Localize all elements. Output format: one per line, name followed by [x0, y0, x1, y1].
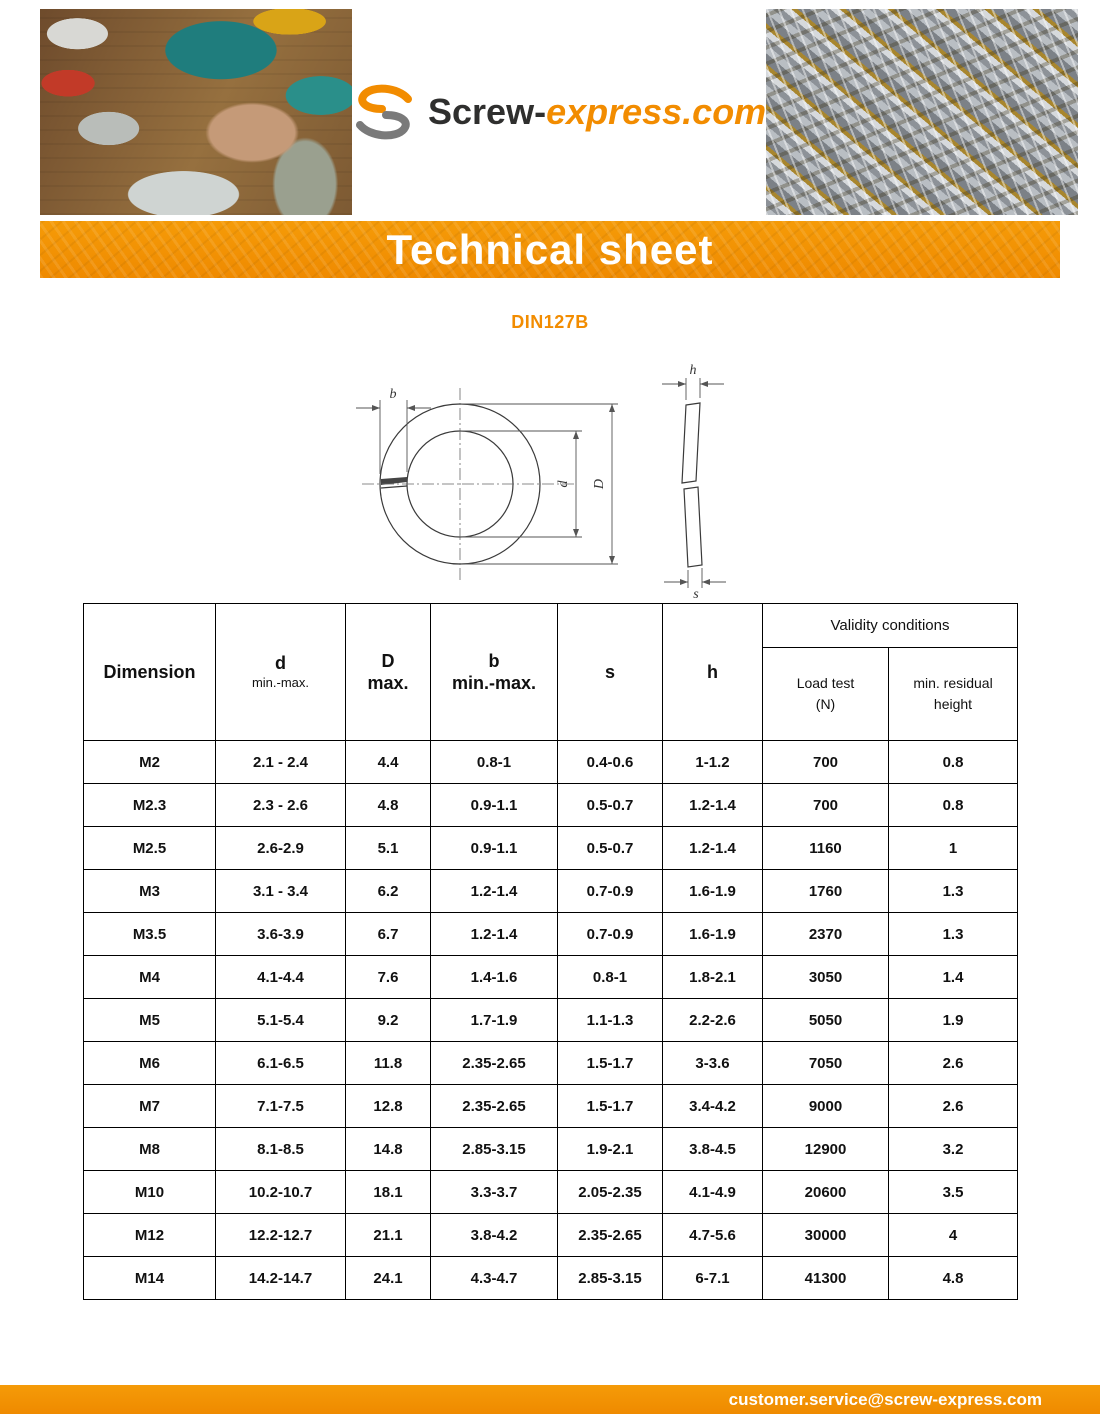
- banner-title: Technical sheet: [386, 225, 714, 273]
- side-view: [682, 403, 702, 567]
- spec-table: [83, 603, 1018, 1300]
- table-cell: 1.9-2.1: [558, 1128, 663, 1171]
- table-cell: 0.8: [889, 784, 1018, 827]
- table-cell: 20600: [763, 1171, 889, 1214]
- table-cell: M6: [84, 1042, 216, 1085]
- table-cell: M8: [84, 1128, 216, 1171]
- table-row: [84, 956, 1018, 999]
- table-cell: 3.1 - 3.4: [216, 870, 346, 913]
- table-cell: 0.8: [889, 741, 1018, 784]
- col-header-h: h: [663, 604, 763, 741]
- header: [40, 9, 1060, 215]
- table-cell: 9000: [763, 1085, 889, 1128]
- brand-name-part1: Screw-: [428, 91, 547, 132]
- dim-label-b: b: [389, 387, 397, 402]
- col-header-dimension: Dimension: [84, 604, 216, 741]
- table-cell: 1.5-1.7: [558, 1042, 663, 1085]
- table-cell: 1.3: [889, 870, 1018, 913]
- table-row: [84, 870, 1018, 913]
- table-cell: 1.9: [889, 999, 1018, 1042]
- table-cell: 3.4-4.2: [663, 1085, 763, 1128]
- table-cell: 2.35-2.65: [558, 1214, 663, 1257]
- table-cell: 21.1: [346, 1214, 431, 1257]
- table-cell: 30000: [763, 1214, 889, 1257]
- table-cell: M3: [84, 870, 216, 913]
- centerlines: [362, 388, 575, 582]
- footer-bar: [0, 1385, 1100, 1414]
- dim-h: [662, 378, 724, 400]
- footer-email: customer.service@screw-express.com: [728, 1389, 1042, 1409]
- table-cell: 3-3.6: [663, 1042, 763, 1085]
- table-cell: 1.3: [889, 913, 1018, 956]
- table-cell: 4.3-4.7: [431, 1257, 558, 1300]
- table-cell: 0.8-1: [558, 956, 663, 999]
- table-cell: 6.7: [346, 913, 431, 956]
- table-cell: 0.5-0.7: [558, 784, 663, 827]
- dim-label-s: s: [693, 587, 699, 600]
- table-cell: 4.1-4.9: [663, 1171, 763, 1214]
- table-cell: M10: [84, 1171, 216, 1214]
- table-cell: 3.3-3.7: [431, 1171, 558, 1214]
- table-cell: 2370: [763, 913, 889, 956]
- table-cell: M4: [84, 956, 216, 999]
- dim-s: [664, 568, 726, 588]
- table-cell: 700: [763, 741, 889, 784]
- table-cell: M2: [84, 741, 216, 784]
- table-cell: 10.2-10.7: [216, 1171, 346, 1214]
- table-row: [84, 913, 1018, 956]
- table-cell: M5: [84, 999, 216, 1042]
- table-cell: 1.2-1.4: [663, 784, 763, 827]
- table-cell: 5050: [763, 999, 889, 1042]
- table-cell: 11.8: [346, 1042, 431, 1085]
- table-cell: 2.35-2.65: [431, 1085, 558, 1128]
- table-cell: 1.2-1.4: [431, 870, 558, 913]
- table-cell: 12900: [763, 1128, 889, 1171]
- table-cell: 4: [889, 1214, 1018, 1257]
- table-row: [84, 1085, 1018, 1128]
- table-cell: 3.8-4.2: [431, 1214, 558, 1257]
- table-cell: 4.1-4.4: [216, 956, 346, 999]
- table-cell: 41300: [763, 1257, 889, 1300]
- table-cell: 1.4-1.6: [431, 956, 558, 999]
- table-cell: 6.1-6.5: [216, 1042, 346, 1085]
- table-cell: 4.4: [346, 741, 431, 784]
- table-cell: M2.5: [84, 827, 216, 870]
- table-cell: 2.6-2.9: [216, 827, 346, 870]
- table-cell: 4.8: [346, 784, 431, 827]
- table-cell: 4.7-5.6: [663, 1214, 763, 1257]
- table-cell: 0.7-0.9: [558, 870, 663, 913]
- table-cell: 2.6: [889, 1085, 1018, 1128]
- table-cell: M2.3: [84, 784, 216, 827]
- table-row: [84, 741, 1018, 784]
- logo-swoosh-icon: [352, 83, 416, 141]
- table-cell: 2.05-2.35: [558, 1171, 663, 1214]
- table-cell: 1.8-2.1: [663, 956, 763, 999]
- table-cell: 18.1: [346, 1171, 431, 1214]
- table-cell: 700: [763, 784, 889, 827]
- table-cell: 3.2: [889, 1128, 1018, 1171]
- spec-table-wrap: [83, 603, 1017, 1300]
- table-row: [84, 1214, 1018, 1257]
- col-header-d: d min.-max.: [216, 604, 346, 741]
- table-cell: 1.2-1.4: [663, 827, 763, 870]
- table-cell: M7: [84, 1085, 216, 1128]
- table-cell: 1.5-1.7: [558, 1085, 663, 1128]
- table-cell: 7050: [763, 1042, 889, 1085]
- brand-name-part2: express.com: [546, 91, 767, 132]
- table-cell: 5.1-5.4: [216, 999, 346, 1042]
- col-header-D-max: D max.: [346, 604, 431, 741]
- col-header-s: s: [558, 604, 663, 741]
- banner: [40, 221, 1060, 278]
- table-cell: 0.9-1.1: [431, 784, 558, 827]
- table-cell: 3.8-4.5: [663, 1128, 763, 1171]
- table-cell: 2.85-3.15: [558, 1257, 663, 1300]
- col-header-min-residual-height: min. residual height: [889, 648, 1018, 741]
- table-cell: 3.5: [889, 1171, 1018, 1214]
- table-cell: 2.3 - 2.6: [216, 784, 346, 827]
- table-cell: 1760: [763, 870, 889, 913]
- table-cell: 1.6-1.9: [663, 913, 763, 956]
- table-cell: 1.2-1.4: [431, 913, 558, 956]
- screws-photo: [766, 9, 1078, 215]
- table-cell: 0.8-1: [431, 741, 558, 784]
- table-cell: 1.4: [889, 956, 1018, 999]
- table-cell: 12.2-12.7: [216, 1214, 346, 1257]
- table-cell: 0.9-1.1: [431, 827, 558, 870]
- table-cell: 2.35-2.65: [431, 1042, 558, 1085]
- table-cell: 3.6-3.9: [216, 913, 346, 956]
- page-title: DIN127B: [511, 312, 589, 332]
- col-header-load-test: Load test (N): [763, 648, 889, 741]
- logo-text: [428, 91, 766, 133]
- table-cell: 6-7.1: [663, 1257, 763, 1300]
- table-cell: 3050: [763, 956, 889, 999]
- table-cell: M14: [84, 1257, 216, 1300]
- table-cell: 12.8: [346, 1085, 431, 1128]
- workbench-photo: [40, 9, 352, 215]
- table-cell: 7.1-7.5: [216, 1085, 346, 1128]
- table-cell: 2.1 - 2.4: [216, 741, 346, 784]
- dim-label-d: d: [556, 480, 571, 488]
- table-row: [84, 999, 1018, 1042]
- table-row: [84, 1171, 1018, 1214]
- table-row: [84, 827, 1018, 870]
- table-cell: 1: [889, 827, 1018, 870]
- table-cell: 14.2-14.7: [216, 1257, 346, 1300]
- table-cell: 1.7-1.9: [431, 999, 558, 1042]
- washer-diagram-svg: [320, 348, 780, 600]
- table-row: [84, 1128, 1018, 1171]
- table-cell: M3.5: [84, 913, 216, 956]
- table-cell: 0.7-0.9: [558, 913, 663, 956]
- table-cell: 0.5-0.7: [558, 827, 663, 870]
- table-cell: 1-1.2: [663, 741, 763, 784]
- table-cell: 2.85-3.15: [431, 1128, 558, 1171]
- table-cell: 1.1-1.3: [558, 999, 663, 1042]
- table-cell: 8.1-8.5: [216, 1128, 346, 1171]
- washer-diagram: [0, 348, 1100, 605]
- col-header-validity-conditions: Validity conditions: [763, 604, 1018, 648]
- table-cell: 2.6: [889, 1042, 1018, 1085]
- table-cell: 5.1: [346, 827, 431, 870]
- table-cell: 1160: [763, 827, 889, 870]
- table-cell: M12: [84, 1214, 216, 1257]
- col-header-b: b min.-max.: [431, 604, 558, 741]
- spec-table-head: [84, 604, 1018, 741]
- table-cell: 7.6: [346, 956, 431, 999]
- table-cell: 4.8: [889, 1257, 1018, 1300]
- table-cell: 9.2: [346, 999, 431, 1042]
- table-cell: 1.6-1.9: [663, 870, 763, 913]
- dim-b: [356, 400, 431, 474]
- table-cell: 6.2: [346, 870, 431, 913]
- logo: [352, 9, 766, 215]
- table-cell: 0.4-0.6: [558, 741, 663, 784]
- table-row: [84, 1257, 1018, 1300]
- table-cell: 24.1: [346, 1257, 431, 1300]
- spec-table-body: [84, 741, 1018, 1300]
- table-cell: 14.8: [346, 1128, 431, 1171]
- table-row: [84, 1042, 1018, 1085]
- dim-label-h: h: [689, 363, 697, 378]
- dim-label-D: D: [592, 478, 607, 490]
- table-cell: 2.2-2.6: [663, 999, 763, 1042]
- table-row: [84, 784, 1018, 827]
